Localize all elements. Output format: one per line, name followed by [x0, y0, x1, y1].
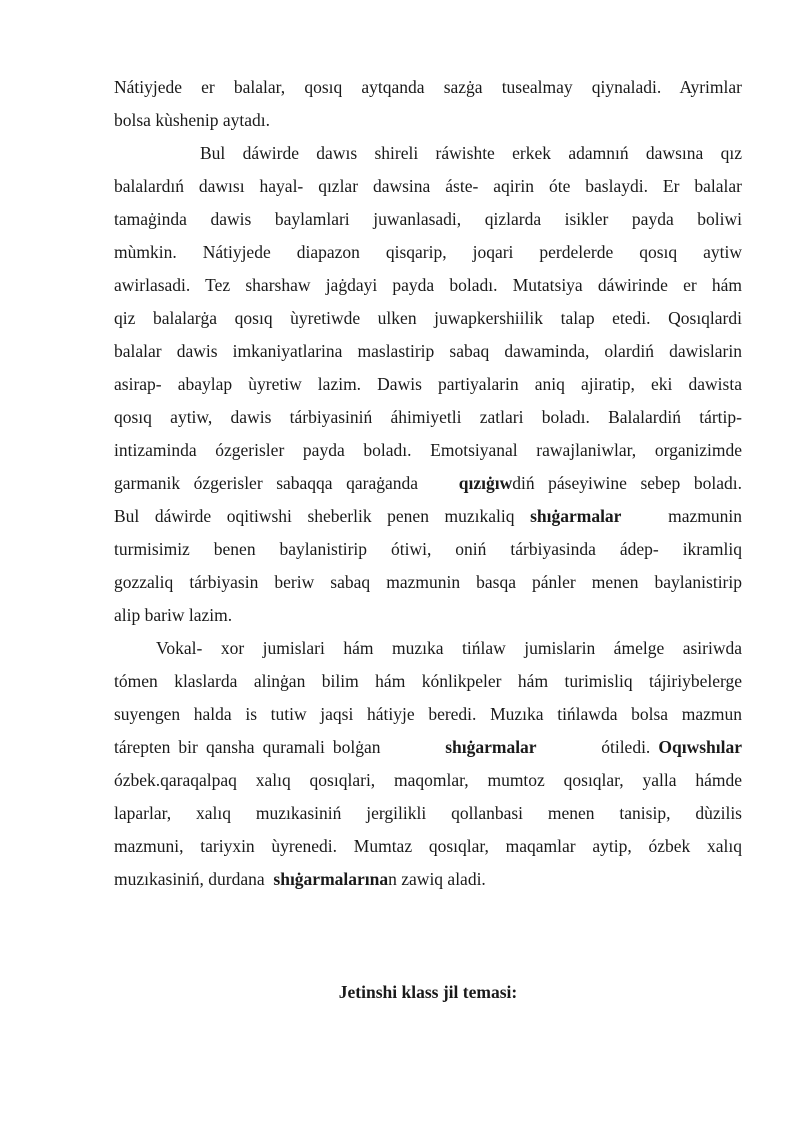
text-line: Nátiyjede er balalar, qosıq aytqanda sazġa tusealmay qiynaladi. Ayrimlar [114, 77, 742, 97]
text-line: tómen klaslarda alinġan bilim hám kónlikpeler hám turimisliq tájiriybelerge [114, 671, 742, 691]
text-line: ózbek.qaraqalpaq xalıq qosıqlari, maqomlar, mumtoz qosıqlar, yalla hámde [114, 770, 742, 790]
text-line-mixed [114, 863, 742, 896]
text-line: bolsa kùshenip aytadı. [114, 110, 271, 130]
text-line: awirlasadi. Tez sharshaw jaġdayi payda boladı. Mutatsiya dáwirinde er hám [114, 275, 742, 295]
section-heading: Jetinshi klass jil temasi: [338, 982, 518, 1002]
spacer [114, 896, 742, 939]
text-line: gozzaliq tárbiyasin beriw sabaq mazmunin basqa pánler menen baylanistirip [114, 572, 742, 592]
bold-term: shıġarmalarına [273, 869, 389, 889]
text-segment: Bul dáwirde oqitiwshi sheberlik penen muzıkaliq [114, 506, 515, 526]
text-segment: diń páseyiwine sebep boladı. [512, 473, 742, 493]
text-segment: muzıkasiniń, durdana [114, 869, 265, 889]
text-line: laparlar, xalıq muzıkasiniń jergilikli qollanbasi menen tanisip, dùzilis [114, 803, 742, 823]
text-line: turmisimiz benen baylanistirip ótiwi, oniń tárbiyasinda ádep- ikramliq [114, 539, 742, 559]
text-line: tamaġinda dawis baylamlari juwanlasadi, qizlarda isikler payda boliwi [114, 209, 742, 229]
bold-term: shıġarmalar [445, 737, 537, 757]
text-line: asirap- abaylap ùyretiw lazim. Dawis partiyalarin aniq ajiratip, eki dawista [114, 374, 742, 394]
text-line: alip bariw lazim. [114, 605, 233, 625]
bold-term: Oqıwshılar [658, 737, 743, 757]
text-line-mixed [114, 500, 742, 533]
text-line: Vokal- xor jumislari hám muzıka tińlaw jumislarin ámelge asiriwda [156, 638, 742, 658]
text-segment: garmanik ózgerisler sabaqqa qaraġanda [114, 473, 419, 493]
paragraph-3 [114, 632, 742, 896]
text-line: balalardıń dawısı hayal- qızlar dawsina áste- aqirin óte baslaydi. Er balalar [114, 176, 742, 196]
text-line-mixed [114, 731, 742, 764]
text-line: intizaminda ózgerisler payda boladı. Emotsiyanal rawajlaniwlar, organizimde [114, 440, 742, 460]
text-segment: n zawiq aladi. [388, 869, 486, 889]
text-segment: tárepten bir qansha quramali bolġan [114, 737, 381, 757]
text-line: balalar dawis imkaniyatlarina maslastirip sabaq dawaminda, olardiń dawislarin [114, 341, 742, 361]
document-page [114, 71, 742, 1009]
text-line: mùmkin. Nátiyjede diapazon qisqarip, joqari perdelerde qosıq aytiw [114, 242, 742, 262]
text-line: Bul dáwirde dawıs shireli ráwishte erkek adamnıń dawsına qız [200, 143, 742, 163]
text-line: qosıq aytiw, dawis tárbiyasiniń áhimiyetli zatlari boladı. Balalardiń tártip- [114, 407, 742, 427]
bold-term: shıġarmalar [530, 506, 622, 526]
bold-term: qızıġıw [458, 473, 513, 493]
paragraph-2 [114, 137, 742, 632]
text-line: mazmuni, tariyxin ùyrenedi. Mumtaz qosıqlar, maqamlar aytip, ózbek xalıq [114, 836, 742, 856]
paragraph-1 [114, 71, 742, 137]
text-segment: mazmunin [668, 506, 743, 526]
text-line: qiz balalarġa qosıq ùyretiwde ulken juwapkershiilik talap etedi. Qosıqlardi [114, 308, 742, 328]
text-line-mixed [114, 467, 742, 500]
text-line: suyengen halda is tutiw jaqsi hátiyje beredi. Muzıka tińlawda bolsa mazmun [114, 704, 742, 724]
text-segment: ótiledi. [601, 737, 651, 757]
